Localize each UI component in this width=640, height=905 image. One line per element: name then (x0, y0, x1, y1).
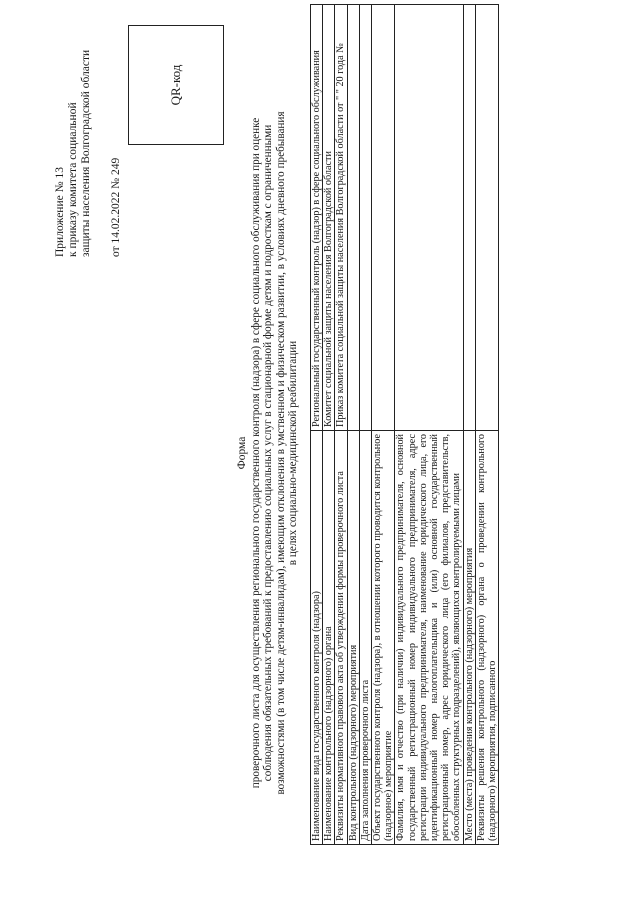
header-line: Приложение № 13 (54, 167, 66, 257)
checklist-table (310, 4, 499, 845)
row-value (475, 5, 498, 431)
row-label: Реквизиты решения контрольного (надзорного) органа о проведении контрольного (надзорного) мероприятия, подписанного (475, 431, 498, 845)
title-line: возможностями (в том числе детям-инвалидам), имеющим отклонения в умственном и физическом развитии, в условиях дневного пребывания (274, 111, 287, 795)
row-value: Региональный государственный контроль (надзор) в сфере социального обслуживания (311, 5, 323, 431)
form-heading: Форма (236, 436, 248, 470)
qr-code-label: QR-код (168, 64, 183, 106)
row-label: Наименование контрольного (надзорного) органа (323, 431, 335, 845)
row-label: Место (места) проведения контрольного (надзорного) мероприятия (463, 431, 475, 845)
row-value: Комитет социальной защиты населения Волгоградской области (323, 5, 335, 431)
title-line: проверочного листа для осуществления регионального государственного контроля (надзора) в сфере социального обслуживания при оценке (249, 117, 262, 789)
header-line: защиты населения Волгоградской области (80, 49, 92, 257)
row-value: Приказ комитета социальной защиты населения Волгоградской области от " " 20 года № (335, 5, 347, 431)
table-row (395, 5, 463, 845)
row-label: Фамилия, имя и отчество (при наличии) индивидуального предпринимателя, основной государственный регистрационный номер индивидуального предпринимателя, адрес регистрации индивидуального предпринимателя, наименование юридического лица, его идентификационный номер налогоплательщика и (или) основной государственный регистрационный номер, адрес юридического лица (его филиалов, представительств, обособленных структурных подразделений), являющихся контролируемыми лицами (395, 431, 463, 845)
table-row (463, 5, 475, 845)
form-title (236, 53, 300, 853)
row-value (347, 5, 359, 431)
row-value (395, 5, 463, 431)
row-value (463, 5, 475, 431)
qr-code-placeholder (128, 25, 224, 145)
table-row (359, 5, 371, 845)
table-row (475, 5, 498, 845)
title-line: в целях социально-медицинской реабилитации (287, 340, 300, 566)
row-label: Объект государственного контроля (надзора), в отношении которого проводится контрольное (надзорное) мероприятие (372, 431, 395, 845)
title-line: соблюдения обязательных требований к предоставлению социальных услуг в стационарной форме детям и подросткам с ограниченными (262, 124, 275, 782)
order-date: от 14.02.2022 № 249 (110, 157, 122, 257)
table-row (372, 5, 395, 845)
row-label: Дата заполнения проверочного листа (359, 431, 371, 845)
row-label: Реквизиты нормативного правового акта об утверждении формы проверочного листа (335, 431, 347, 845)
row-label: Наименование вида государственного контроля (надзора) (311, 431, 323, 845)
order-header (54, 0, 123, 257)
table-row (335, 5, 347, 845)
row-value (359, 5, 371, 431)
table-row (347, 5, 359, 845)
table-row (323, 5, 335, 845)
table-row (311, 5, 323, 845)
row-label: Вид контрольного (надзорного) мероприятия (347, 431, 359, 845)
header-line: к приказу комитета социальной (67, 102, 79, 257)
row-value (372, 5, 395, 431)
